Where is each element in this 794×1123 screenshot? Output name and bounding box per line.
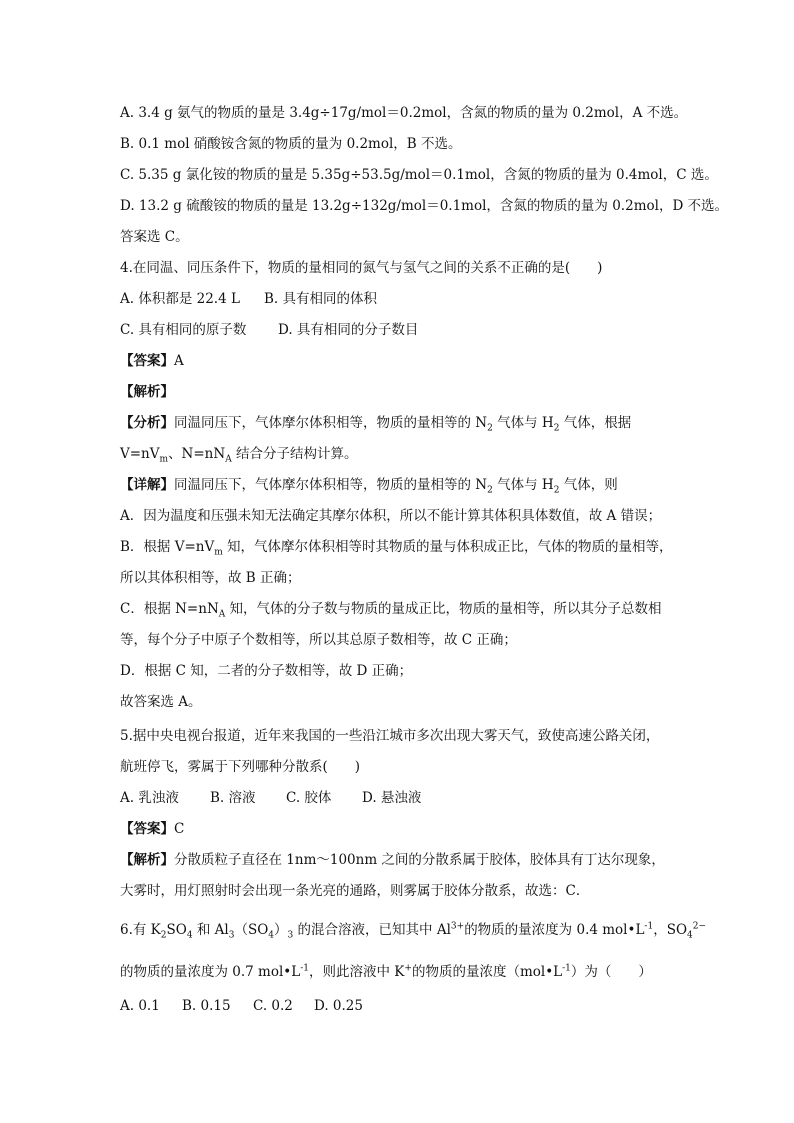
q6-sub: 4 <box>268 930 275 941</box>
q4-fenxi-line-1 <box>120 413 631 433</box>
q4-options-row-1 <box>120 289 377 309</box>
q6-text: 和 Al <box>192 922 229 938</box>
q5-jiexi-label: 【解析】 <box>120 852 174 868</box>
q4-options-row-2 <box>120 320 418 340</box>
q4-xiangjie-c-line-1 <box>120 599 662 619</box>
q5-stem-line-1: 5.据中央电视台报道，近年来我国的一些沿江城市多次出现大雾天气，致使高速公路关闭， <box>120 728 660 744</box>
q4-fenxi-text: 结合分子结构计算。 <box>231 446 358 462</box>
q6-sub: 3 <box>228 930 235 941</box>
q4-xiangjie-sub: 2 <box>553 485 560 496</box>
q4-xiangjie-text: 知，气体摩尔体积相等时其物质的量与体积成正比，气体的物质的量相等， <box>222 539 673 555</box>
q6-sup: -1 <box>300 963 310 974</box>
q6-text: 的物质的量浓度（mol•L <box>411 964 563 980</box>
q5-option-d: D. 悬浊液 <box>362 790 422 806</box>
prev-analysis-a: A. 3.4 g 氨气的物质的量是 3.4g÷17g/mol＝0.2mol，含氮的物质的量为 0.2mol，A 不选。 <box>120 105 688 121</box>
prev-analysis-c: C. 5.35 g 氯化铵的物质的量是 5.35g÷53.5g/mol＝0.1mol，含氮的物质的量为 0.4mol，C 选。 <box>120 167 718 183</box>
q4-option-a: A. 体积都是 22.4 L <box>120 291 240 307</box>
q5-option-a: A. 乳浊液 <box>120 790 179 806</box>
q4-fenxi-text: 气体与 H <box>492 415 554 431</box>
q6-sub: 4 <box>186 930 193 941</box>
q4-xiangjie-text: C．根据 N=nN <box>120 601 219 617</box>
q5-jiexi-line-1 <box>120 850 665 870</box>
prev-analysis-d: D. 13.2 g 硫酸铵的物质的量是 13.2g÷132g/mol＝0.1mol，含氮的物质的量为 0.2mol，D 不选。 <box>120 198 729 214</box>
q5-option-b: B. 溶液 <box>210 790 256 806</box>
q5-answer <box>120 819 184 839</box>
q6-sup: -1 <box>562 963 571 974</box>
prev-analysis-conclusion: 答案选 C。 <box>120 229 189 245</box>
q4-xiangjie-text: B．根据 V=nV <box>120 539 215 555</box>
q4-conclusion: 故答案选 A。 <box>120 694 202 710</box>
q4-fenxi-line-2 <box>120 444 358 464</box>
q6-sup: + <box>404 963 412 974</box>
q6-sup: 2− <box>692 921 707 932</box>
q6-sup: 3+ <box>450 921 465 932</box>
q6-text: 的物质的量浓度为 0.7 mol•L <box>120 964 301 980</box>
q6-option-a: A. 0.1 <box>120 998 160 1014</box>
q4-xiangjie-c-line-2: 等，每个分子中原子个数相等，所以其总原子数相等，故 C 正确； <box>120 632 517 648</box>
q5-stem-line-2: 航班停飞，雾属于下列哪种分散系( ) <box>120 759 361 775</box>
q4-fenxi-text: 同温同压下，气体摩尔体积相等，物质的量相等的 N <box>174 415 488 431</box>
q4-stem: 4.在同温、同压条件下，物质的量相同的氮气与氢气之间的关系不正确的是( ) <box>120 260 603 276</box>
q4-fenxi-sub: 2 <box>487 423 493 434</box>
q4-xiangjie-sub: m <box>214 547 223 558</box>
q4-xiangjie-sub: 2 <box>487 485 493 496</box>
q6-sub: 3 <box>287 930 294 941</box>
q4-xiangjie-a: A．因为温度和压强未知无法确定其摩尔体积，所以不能计算其体积具体数值，故 A 错误； <box>120 508 662 524</box>
q4-xiangjie-sub: A <box>218 609 226 620</box>
q4-fenxi-text: 气体，根据 <box>559 415 632 431</box>
q5-answer-label: 【答案】 <box>120 821 174 837</box>
q6-text: 的混合溶液，已知其中 Al <box>293 922 451 938</box>
q6-text: （SO <box>234 922 269 938</box>
q4-answer-label: 【答案】 <box>120 353 174 369</box>
q6-text: ） <box>274 922 288 938</box>
q4-xiangjie-text: 气体与 H <box>492 477 554 493</box>
q4-fenxi-label: 【分析】 <box>120 415 174 431</box>
q4-xiangjie-text: 知，气体的分子数与物质的量成正比，物质的量相等，所以其分子总数相 <box>225 601 662 617</box>
q6-text: 的物质的量浓度为 0.4 mol•L <box>464 922 645 938</box>
q6-text: ，则此溶液中 K <box>309 964 405 980</box>
q6-text: ，SO <box>653 922 688 938</box>
q4-xiangjie-b-line-2: 所以其体积相等，故 B 正确； <box>120 570 301 586</box>
q4-jiexi-label: 【解析】 <box>120 384 174 400</box>
q4-answer <box>120 351 184 371</box>
q6-options <box>120 996 363 1016</box>
q6-stem-line-1 <box>120 920 706 940</box>
q4-xiangjie-label: 【详解】 <box>120 477 174 493</box>
q5-jiexi-text: 分散质粒子直径在 1nm～100nm 之间的分散系属于胶体，胶体具有丁达尔现象， <box>174 852 665 868</box>
q4-fenxi-sub: m <box>159 454 169 465</box>
q5-option-c: C. 胶体 <box>286 790 332 806</box>
q4-xiangjie-line-1 <box>120 475 618 495</box>
q4-answer-value: A <box>174 353 184 369</box>
q6-text: 6.有 K <box>120 922 161 938</box>
q4-fenxi-text: 、N=nN <box>168 446 226 462</box>
q4-option-c: C. 具有相同的原子数 <box>120 322 247 338</box>
prev-analysis-b: B. 0.1 mol 硝酸铵含氮的物质的量为 0.2mol，B 不选。 <box>120 136 462 152</box>
q6-option-b: B. 0.15 <box>182 998 231 1014</box>
q4-xiangjie-text: 同温同压下，气体摩尔体积相等，物质的量相等的 N <box>174 477 488 493</box>
q5-options <box>120 788 421 808</box>
q4-xiangjie-b-line-1 <box>120 537 673 557</box>
q5-answer-value: C <box>174 821 185 837</box>
q6-stem-line-2 <box>120 962 652 982</box>
q6-sub: 2 <box>160 930 167 941</box>
q6-text: ）为（ ） <box>570 964 652 980</box>
q4-option-d: D. 具有相同的分子数目 <box>278 322 419 338</box>
q6-option-d: D. 0.25 <box>314 998 363 1014</box>
q6-option-c: C. 0.2 <box>253 998 293 1014</box>
q4-fenxi-sub: 2 <box>553 423 560 434</box>
q5-jiexi-line-2: 大雾时，用灯照射时会出现一条光亮的通路，则雾属于胶体分散系，故选：C． <box>120 883 590 899</box>
q4-fenxi-sub: A <box>225 454 232 465</box>
q4-option-b: B. 具有相同的体积 <box>264 291 378 307</box>
q6-sup: -1 <box>644 921 654 932</box>
q4-xiangjie-d: D．根据 C 知，二者的分子数相等，故 D 正确； <box>120 663 413 679</box>
q6-text: SO <box>166 922 187 938</box>
q6-sub: 4 <box>687 930 693 941</box>
q4-fenxi-text: V=nV <box>120 446 160 462</box>
q4-xiangjie-text: 气体，则 <box>559 477 618 493</box>
